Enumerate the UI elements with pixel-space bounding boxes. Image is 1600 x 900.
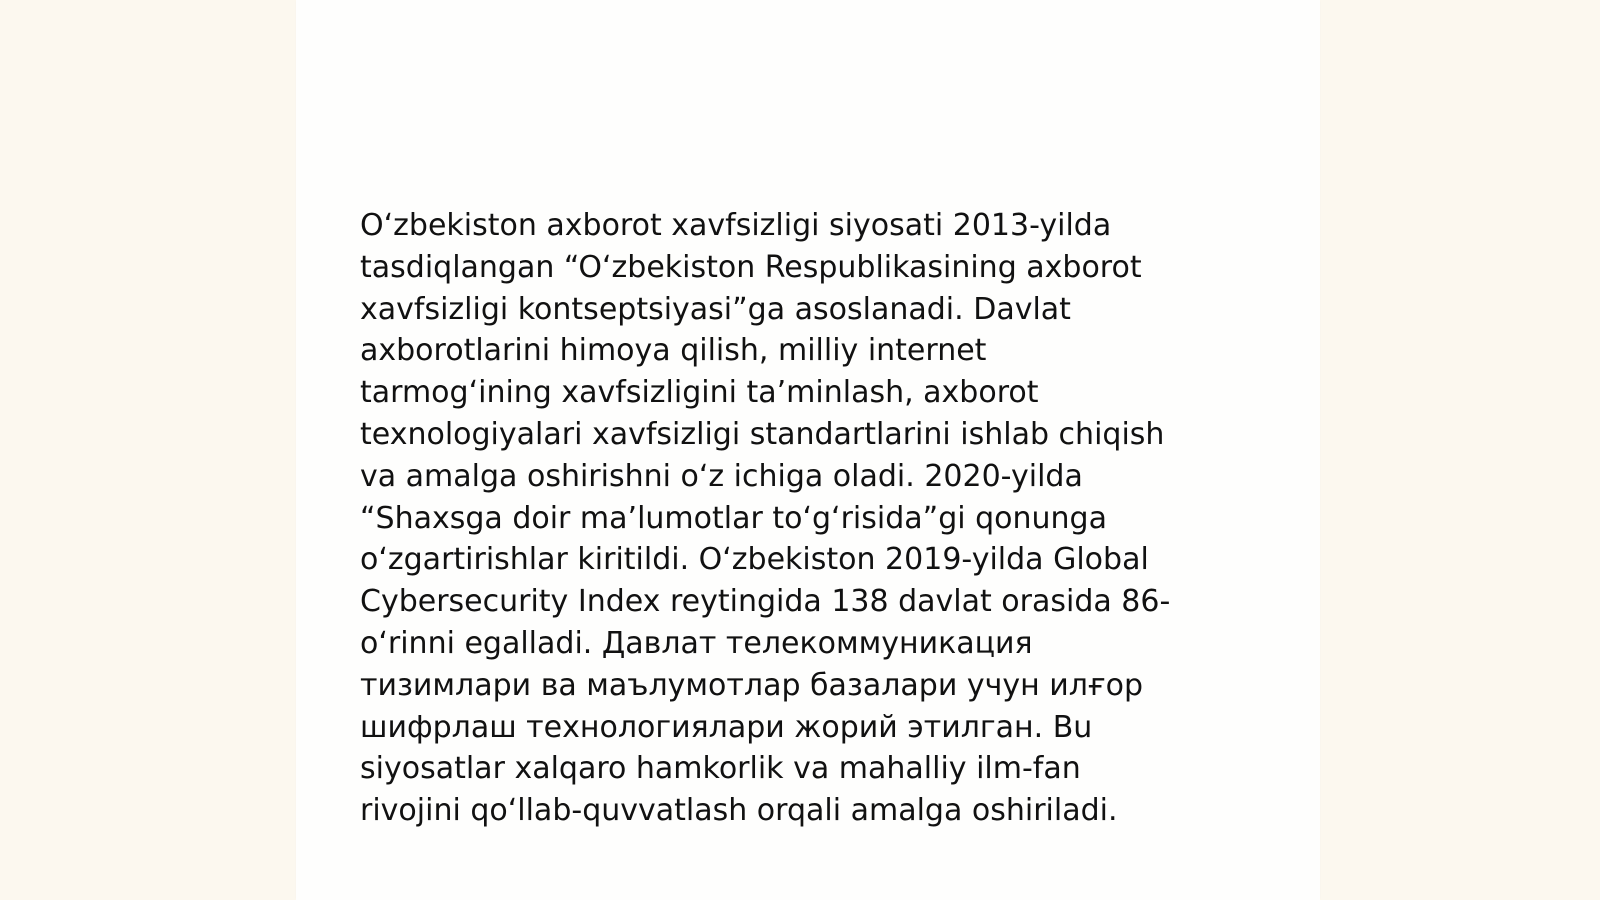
document-page xyxy=(296,0,1320,900)
document-paragraph: O‘zbekiston axborot xavfsizligi siyosati 2013-yilda tasdiqlangan “O‘zbekiston Respublikasining axborot xavfsizligi kontseptsiyasi”ga asoslanadi. Davlat axborotlarini himoya qilish, milliy internet tarmog‘ining xavfsizligini ta’minlash, axborot texnologiyalari xavfsizligi standartlarini ishlab chiqish va amalga oshirishni o‘z ichiga oladi. 2020-yilda “Shaxsga doir ma’lumotlar to‘g‘risida”gi qonunga o‘zgartirishlar kiritildi. O‘zbekiston 2019-yilda Global Cybersecurity Index reytingida 138 davlat orasida 86- o‘rinni egalladi. Давлат телекоммуникация тизимлари ва маълумотлар базалари учун илғор шифрлаш технологиялари жорий этилган. Bu siyosatlar xalqaro hamkorlik va mahalliy ilm-fan rivojini qo‘llab-quvvatlash orqali amalga oshiriladi. xyxy=(360,208,1171,829)
